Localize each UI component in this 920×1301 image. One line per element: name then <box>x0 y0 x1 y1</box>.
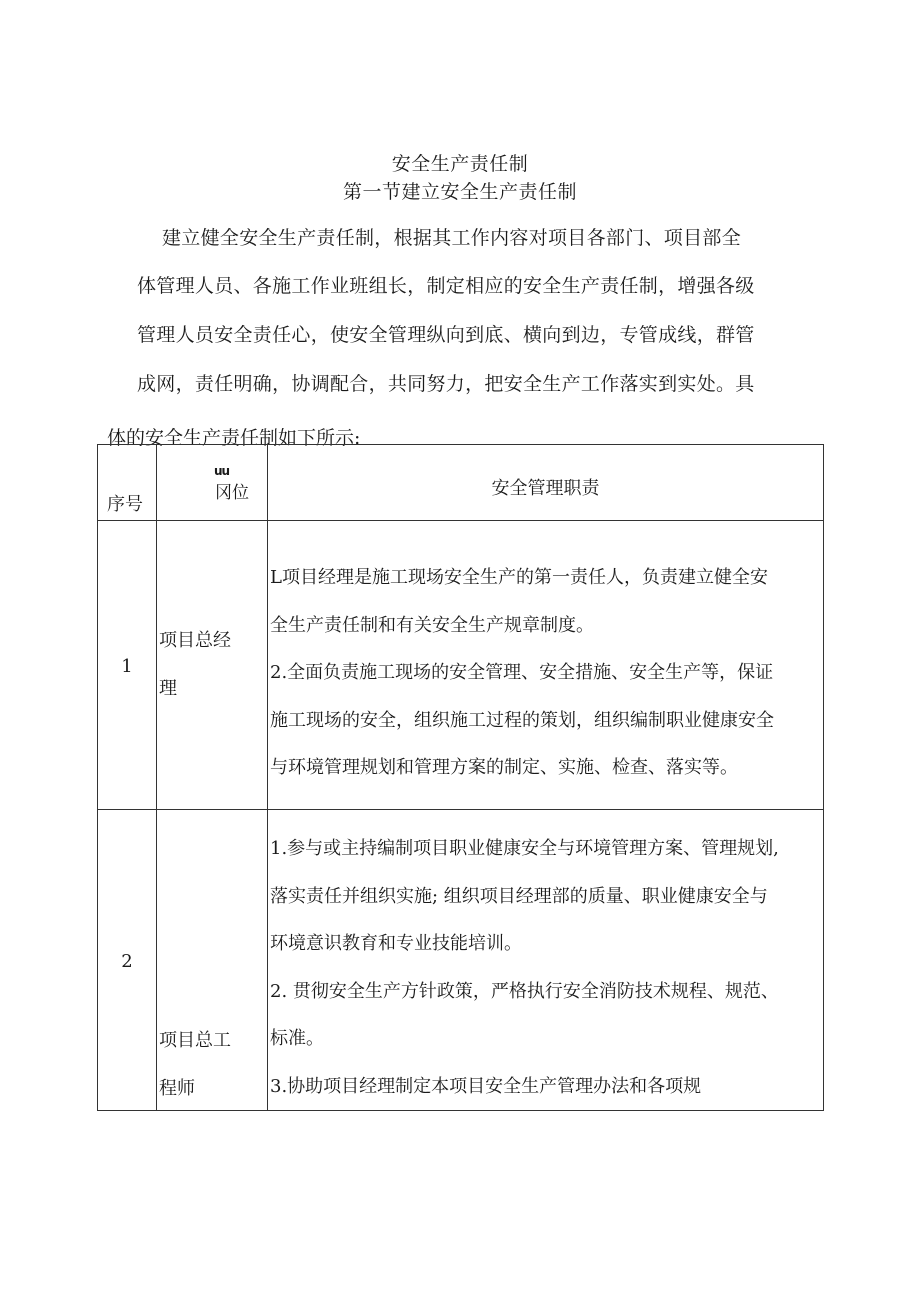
paragraph-line: 体管理人员、各施工作业班组长，制定相应的安全生产责任制，增强各级 <box>137 275 755 297</box>
document-title: 安全生产责任制 <box>391 153 529 175</box>
table-intro: 体的安全生产责任制如下所示: <box>107 427 361 449</box>
duty-line: 2.全面负责施工现场的安全管理、安全措施、安全生产等，保证 <box>270 662 774 683</box>
duty-line: 3.协助项目经理制定本项目安全生产管理办法和各项规 <box>270 1075 702 1097</box>
responsibility-table <box>97 444 824 1111</box>
paragraph-line: 管理人员安全责任心，使安全管理纵向到底、横向到边，专管成线，群管 <box>137 324 755 346</box>
position-line: 项目总工 <box>159 1030 231 1051</box>
section-title: 第一节建立安全生产责任制 <box>342 181 577 203</box>
header-position-mark: uu <box>214 464 230 478</box>
header-no-label: 序号 <box>107 494 143 515</box>
duty-line: 2. 贯彻安全生产方针政策，严格执行安全消防技术规程、规范、 <box>270 980 779 1002</box>
header-cell-position <box>157 445 268 521</box>
position-line: 程师 <box>159 1078 195 1099</box>
row-number-cell <box>98 810 157 1111</box>
header-duty-label: 安全管理职责 <box>491 478 600 499</box>
row-position-cell <box>157 521 268 810</box>
duty-line: 与环境管理规划和管理方案的制定、实施、检查、落实等。 <box>270 757 738 778</box>
duty-line: 环境意识教育和专业技能培训。 <box>270 933 522 954</box>
row-number-cell <box>98 521 157 810</box>
paragraph-line: 建立健全安全生产责任制，根据其工作内容对项目各部门、项目部全 <box>162 227 742 249</box>
table-row <box>98 521 824 810</box>
header-cell-duty <box>268 445 824 521</box>
position-line: 理 <box>159 678 177 699</box>
table-header-row <box>98 445 824 521</box>
paragraph-line: 成网，责任明确，协调配合，共同努力，把安全生产工作落实到实处。具 <box>137 373 755 395</box>
header-position-label: 冈位 <box>215 483 249 503</box>
duty-line: L项目经理是施工现场安全生产的第一责任人，负责建立健全安 <box>270 567 768 588</box>
duty-line: 施工现场的安全，组织施工过程的策划，组织编制职业健康安全 <box>270 709 774 731</box>
header-cell-no <box>98 445 157 521</box>
row-number: 1 <box>121 656 133 677</box>
row-position-cell <box>157 810 268 1111</box>
position-line: 项目总经 <box>159 630 231 651</box>
duty-line: 标准。 <box>270 1028 324 1049</box>
row-number: 2 <box>121 951 133 972</box>
row-duty-cell <box>268 521 824 810</box>
duty-line: 全生产责任制和有关安全生产规章制度。 <box>270 614 594 636</box>
duty-line: 1.参与或主持编制项目职业健康安全与环境管理方案、管理规划, <box>270 838 779 859</box>
duty-line: 落实责任并组织实施; 组织项目经理部的质量、职业健康安全与 <box>270 885 768 907</box>
row-duty-cell <box>268 810 824 1111</box>
table-row <box>98 810 824 1111</box>
